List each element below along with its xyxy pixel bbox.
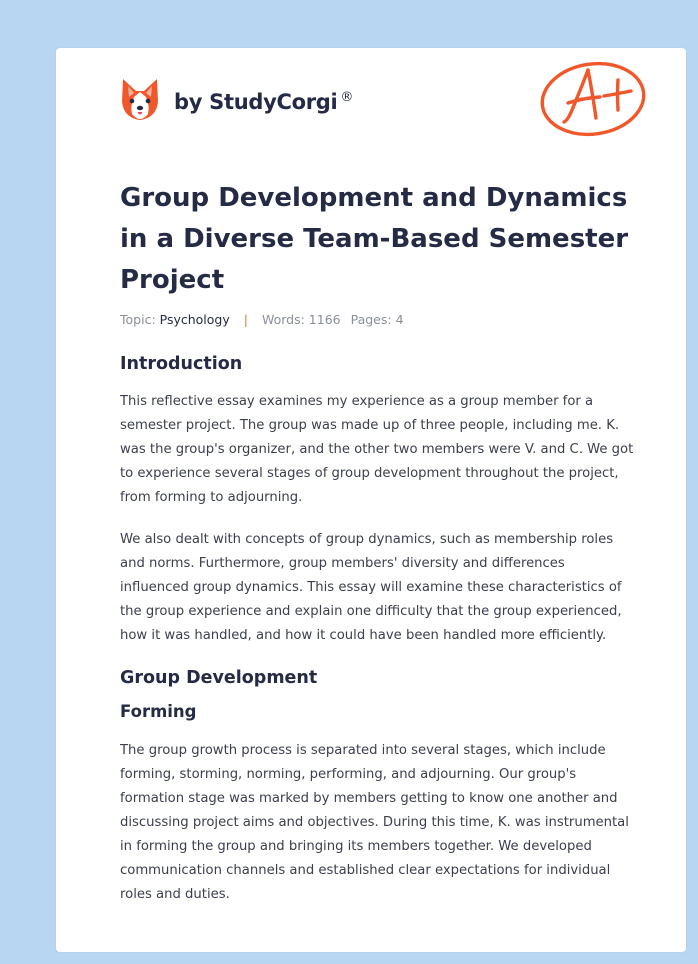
section-heading-group-development: Group Development bbox=[120, 668, 318, 688]
section-heading-introduction: Introduction bbox=[120, 354, 243, 374]
topic-link[interactable]: Psychology bbox=[159, 312, 230, 327]
essay-body bbox=[120, 354, 636, 907]
a-plus-grade-stamp bbox=[538, 58, 650, 140]
topic-label: Topic: bbox=[120, 312, 156, 327]
meta-separator: | bbox=[243, 312, 248, 327]
pages-label: Pages: bbox=[350, 312, 392, 327]
brand-name: by StudyCorgi ® bbox=[174, 90, 354, 114]
words-label: Words: bbox=[261, 312, 305, 327]
paragraph: This reflective essay examines my experience as a group member for a semester project. The group was made up of three people, including me. K. was the group's organizer, and the other two members were V. and C. We got to experience several stages of group development throughout the project, from forming to adjourning. bbox=[120, 394, 634, 505]
paragraph: We also dealt with concepts of group dynamics, such as membership roles and norms. Furthermore, group members' diversity and differences influenced group dynamics. This essay will examine these characteristics of the group experience and explain one difficulty that the group experienced, how it was handled, and how it could have been handled more efficiently. bbox=[120, 532, 622, 643]
essay-meta bbox=[120, 312, 404, 327]
subheading-forming: Forming bbox=[120, 702, 197, 721]
words-count: 1166 bbox=[308, 312, 341, 327]
pages-count: 4 bbox=[395, 312, 404, 327]
paragraph: The group growth process is separated into several stages, which include forming, storming, norming, performing, and adjourning. Our group's formation stage was marked by members getting to know one another and discussing project aims and objectives. During this time, K. was instrumental in forming the group and bringing its members together. We developed communication channels and established clear expectations for individual roles and duties. bbox=[120, 743, 629, 902]
studycorgi-logo[interactable] bbox=[120, 76, 353, 122]
essay-title: Group Development and Dynamics in a Diverse Team-Based Semester Project bbox=[120, 183, 629, 295]
registered-mark: ® bbox=[340, 90, 354, 105]
document-page bbox=[56, 48, 686, 952]
corgi-icon bbox=[120, 76, 160, 122]
